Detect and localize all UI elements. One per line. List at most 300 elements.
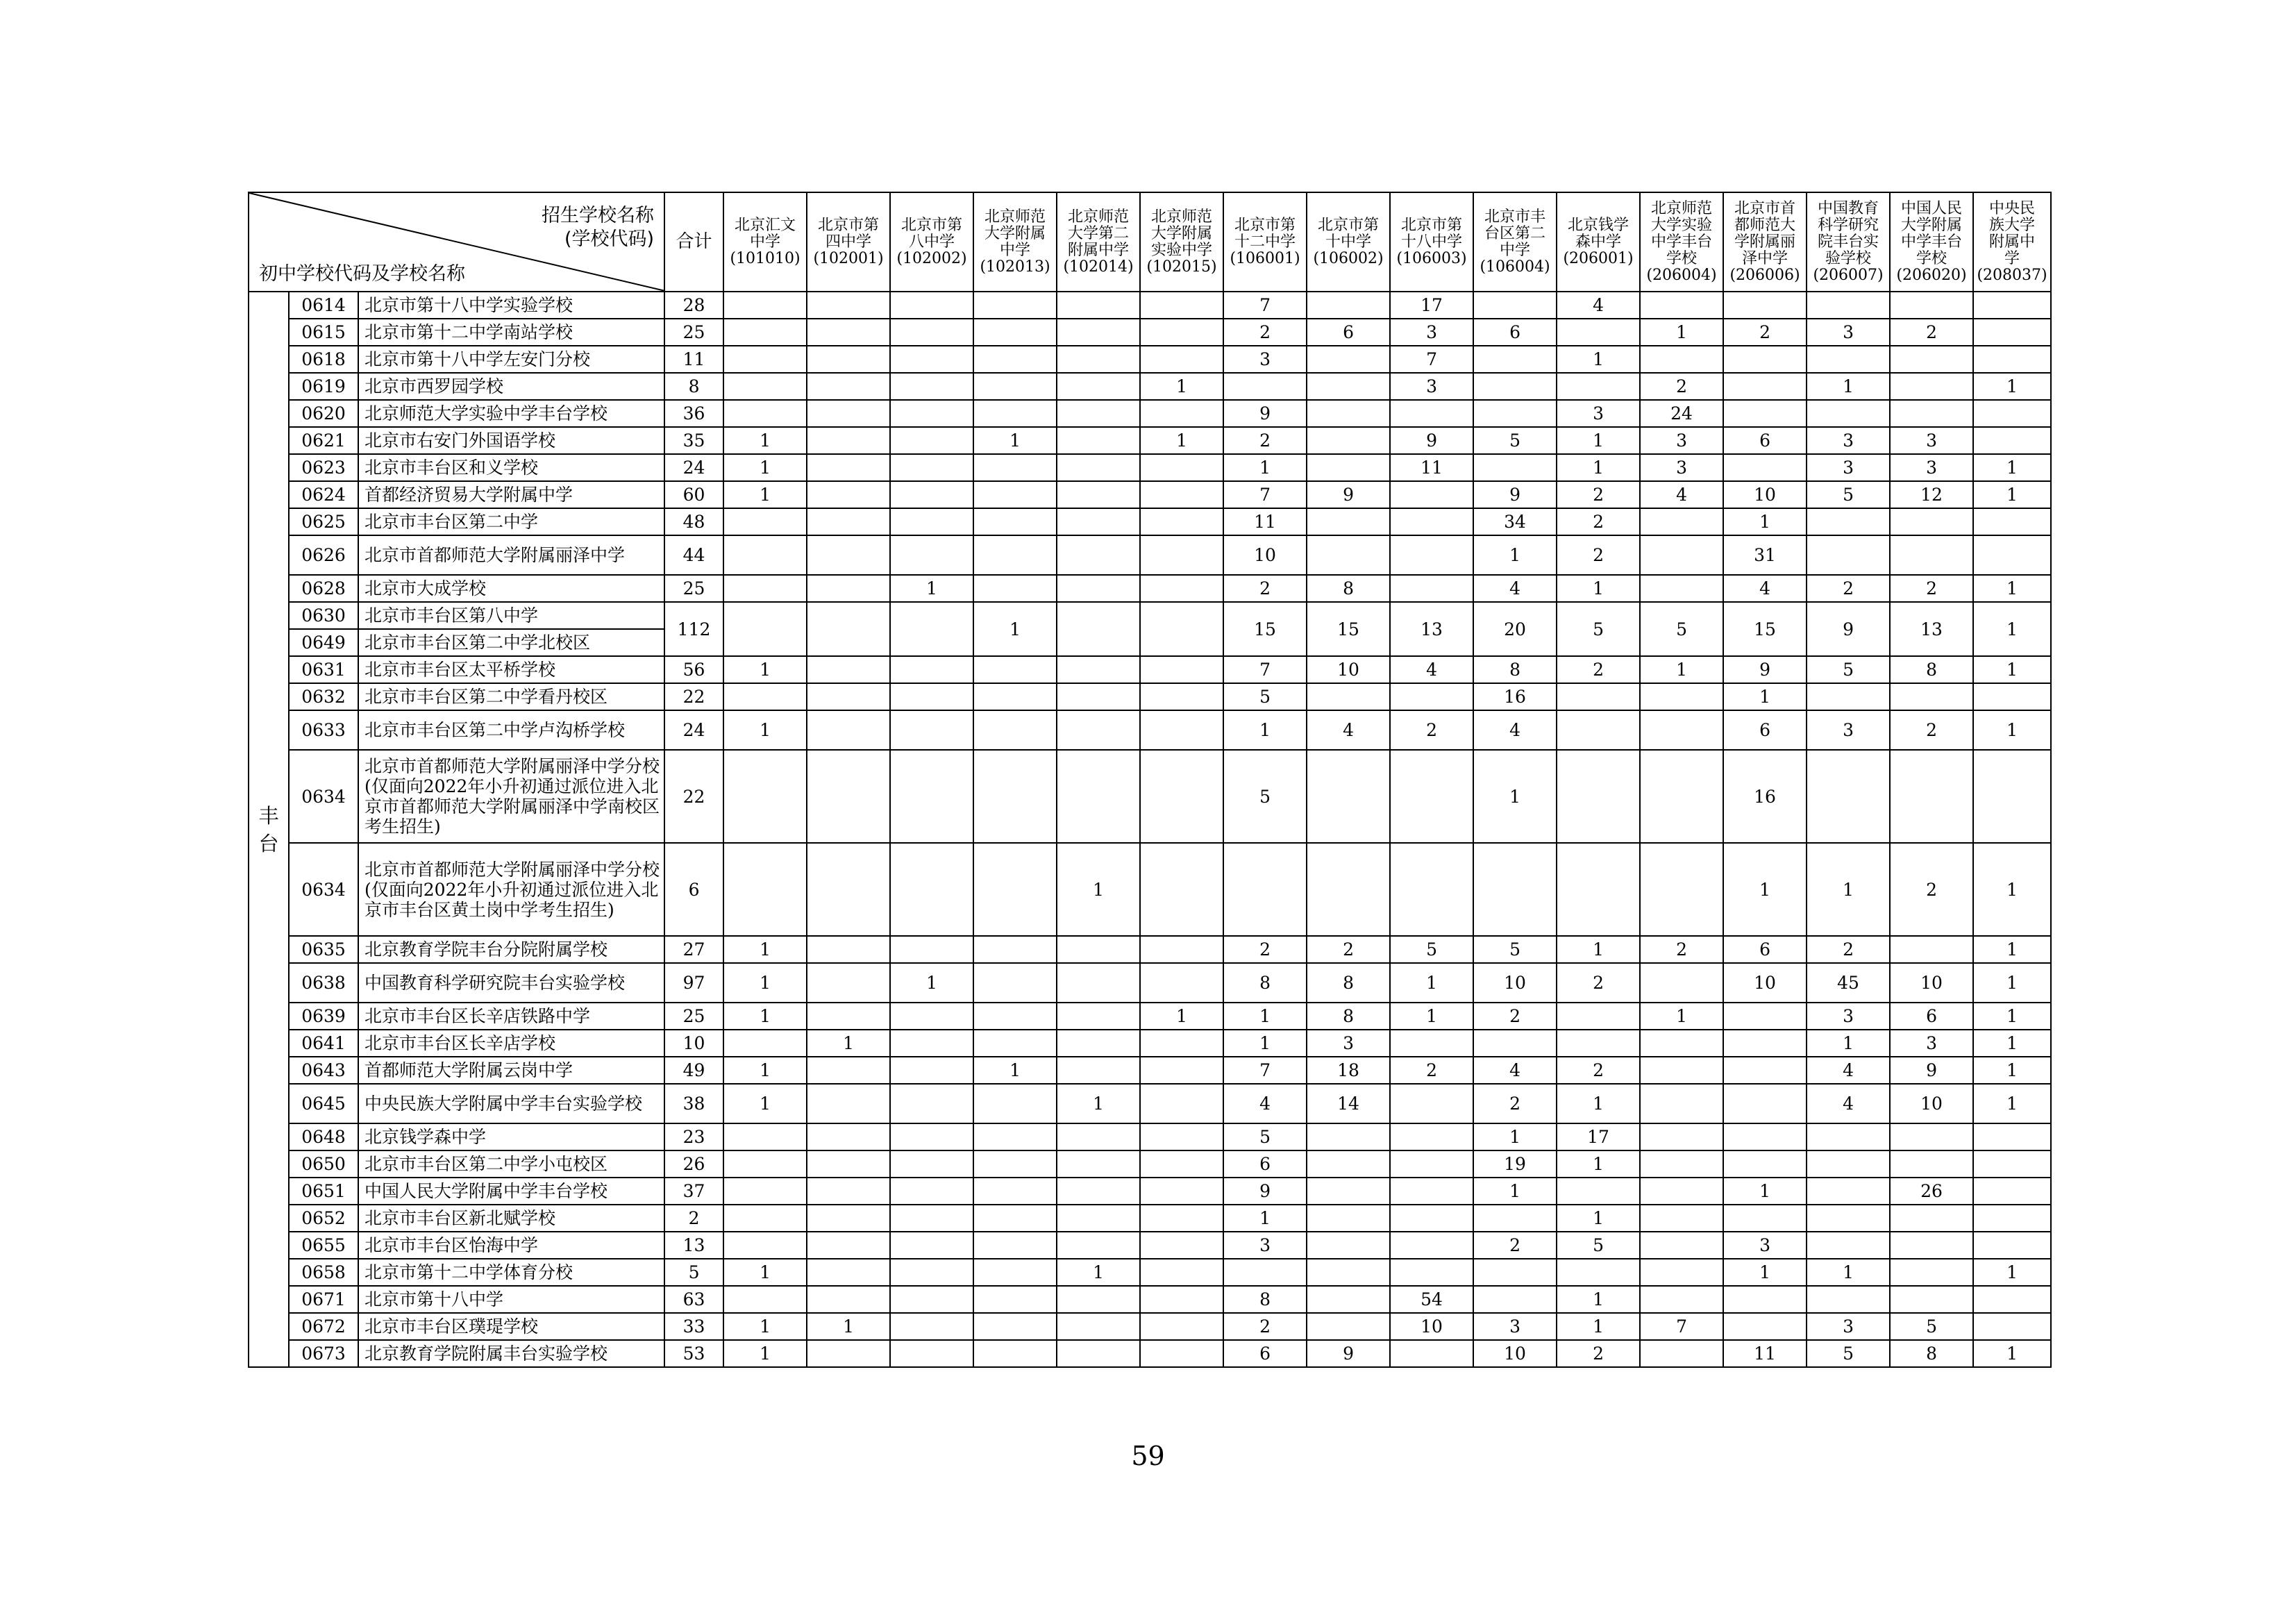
quota-cell <box>807 508 890 535</box>
quota-cell: 1 <box>1807 373 1890 400</box>
quota-cell <box>1140 1340 1223 1367</box>
quota-cell <box>1473 843 1557 936</box>
quota-cell <box>807 1084 890 1123</box>
quota-cell: 3 <box>1390 373 1473 400</box>
quota-cell: 5 <box>1390 936 1473 963</box>
middle-school-code: 0645 <box>289 1084 358 1123</box>
school-code: (106001) <box>1230 249 1300 267</box>
quota-cell: 18 <box>1307 1057 1390 1084</box>
quota-cell <box>807 535 890 575</box>
quota-cell <box>973 575 1057 602</box>
quota-cell <box>1640 575 1723 602</box>
quota-cell: 4 <box>1307 710 1390 750</box>
quota-cell <box>1557 1003 1640 1030</box>
quota-cell <box>890 400 973 427</box>
quota-cell: 1 <box>890 963 973 1003</box>
quota-cell <box>1723 1057 1807 1084</box>
quota-cell: 3 <box>1640 427 1723 454</box>
quota-cell: 4 <box>1223 1084 1307 1123</box>
quota-cell <box>1140 292 1223 319</box>
quota-cell: 8 <box>1223 1286 1307 1313</box>
quota-cell <box>1390 1150 1473 1178</box>
quota-cell: 2 <box>1890 843 1973 936</box>
quota-cell <box>1140 683 1223 710</box>
school-code: (106003) <box>1396 249 1467 267</box>
quota-cell <box>973 454 1057 481</box>
quota-cell <box>890 454 973 481</box>
table-row <box>249 1150 2051 1178</box>
quota-cell: 1 <box>1723 1259 1807 1286</box>
quota-cell <box>1473 1286 1557 1313</box>
quota-cell: 3 <box>1307 1030 1390 1057</box>
row-total: 2 <box>664 1205 723 1232</box>
quota-cell <box>723 575 807 602</box>
table-row <box>249 936 2051 963</box>
middle-school-name: 北京教育学院附属丰台实验学校 <box>358 1340 664 1367</box>
quota-cell <box>1140 1259 1223 1286</box>
quota-cell <box>1973 1205 2051 1232</box>
quota-cell <box>1390 481 1473 508</box>
quota-cell: 3 <box>1807 710 1890 750</box>
quota-cell <box>1807 1205 1890 1232</box>
quota-cell <box>1973 750 2051 843</box>
quota-cell: 4 <box>1557 292 1640 319</box>
quota-cell <box>1307 292 1390 319</box>
quota-cell <box>807 1232 890 1259</box>
quota-cell <box>1557 843 1640 936</box>
quota-cell <box>723 602 807 656</box>
quota-cell <box>1223 373 1307 400</box>
quota-cell <box>1973 683 2051 710</box>
quota-cell: 1 <box>1557 1286 1640 1313</box>
middle-school-name: 中国教育科学研究院丰台实验学校 <box>358 963 664 1003</box>
quota-cell <box>1307 1178 1390 1205</box>
quota-cell <box>1307 1259 1390 1286</box>
middle-school-code: 0630 <box>289 602 358 629</box>
quota-cell <box>1973 1178 2051 1205</box>
quota-cell <box>723 1205 807 1232</box>
quota-cell: 4 <box>1473 1057 1557 1084</box>
quota-cell <box>973 1286 1057 1313</box>
quota-cell: 1 <box>723 963 807 1003</box>
quota-cell: 1 <box>723 1003 807 1030</box>
quota-cell <box>1223 843 1307 936</box>
quota-cell <box>890 1286 973 1313</box>
quota-cell <box>1057 346 1140 373</box>
quota-cell <box>890 373 973 400</box>
middle-school-code: 0631 <box>289 656 358 683</box>
row-total: 97 <box>664 963 723 1003</box>
quota-cell <box>807 575 890 602</box>
enrollment-table-container <box>248 192 2050 1368</box>
quota-cell <box>1307 750 1390 843</box>
quota-cell <box>973 683 1057 710</box>
quota-cell: 2 <box>1473 1232 1557 1259</box>
quota-cell <box>1723 400 1807 427</box>
school-column-header <box>1307 192 1390 292</box>
quota-cell <box>1557 1259 1640 1286</box>
quota-cell: 2 <box>1557 535 1640 575</box>
quota-cell <box>1473 292 1557 319</box>
table-row <box>249 1057 2051 1084</box>
school-name: 中国人民大学附属中学丰台学校 <box>1901 199 1963 267</box>
quota-cell: 9 <box>1223 1178 1307 1205</box>
quota-cell: 17 <box>1390 292 1473 319</box>
quota-cell <box>1057 963 1140 1003</box>
middle-school-code: 0634 <box>289 750 358 843</box>
quota-cell <box>1307 373 1390 400</box>
school-name: 北京师范大学附属实验中学 <box>1151 208 1213 259</box>
quota-cell: 1 <box>973 427 1057 454</box>
middle-school-code: 0633 <box>289 710 358 750</box>
quota-cell: 9 <box>1807 602 1890 656</box>
row-total: 60 <box>664 481 723 508</box>
school-name: 北京师范大学实验中学丰台学校 <box>1651 199 1713 267</box>
quota-cell: 8 <box>1473 656 1557 683</box>
quota-cell <box>1557 319 1640 346</box>
quota-cell: 4 <box>1807 1057 1890 1084</box>
quota-cell <box>807 963 890 1003</box>
quota-cell: 1 <box>1557 346 1640 373</box>
school-name: 中央民族大学附属中学 <box>1989 199 2036 267</box>
middle-school-code: 0643 <box>289 1057 358 1084</box>
quota-cell <box>1140 1084 1223 1123</box>
quota-cell: 6 <box>1723 710 1807 750</box>
quota-cell <box>1057 1057 1140 1084</box>
quota-cell: 2 <box>1223 427 1307 454</box>
quota-cell: 8 <box>1307 575 1390 602</box>
quota-cell: 20 <box>1473 602 1557 656</box>
quota-cell: 1 <box>1140 427 1223 454</box>
school-code: (101010) <box>730 249 801 267</box>
row-total: 24 <box>664 454 723 481</box>
row-total: 25 <box>664 575 723 602</box>
school-column-header <box>1640 192 1723 292</box>
quota-cell <box>1390 1178 1473 1205</box>
quota-cell <box>973 481 1057 508</box>
quota-cell: 16 <box>1473 683 1557 710</box>
quota-cell <box>1640 710 1723 750</box>
quota-cell <box>973 1003 1057 1030</box>
quota-cell <box>1140 750 1223 843</box>
quota-cell <box>1057 454 1140 481</box>
quota-cell <box>1307 1123 1390 1150</box>
quota-cell: 1 <box>1057 1259 1140 1286</box>
school-code: (102015) <box>1146 258 1217 276</box>
quota-cell <box>890 1340 973 1367</box>
quota-cell: 9 <box>1223 400 1307 427</box>
middle-school-code: 0638 <box>289 963 358 1003</box>
quota-cell: 14 <box>1307 1084 1390 1123</box>
school-name: 北京市丰台区第二中学 <box>1484 208 1546 259</box>
quota-cell <box>1723 1205 1807 1232</box>
quota-cell <box>807 936 890 963</box>
quota-cell <box>890 1205 973 1232</box>
quota-cell: 13 <box>1890 602 1973 656</box>
header-corner-cell <box>249 192 664 292</box>
quota-cell <box>723 843 807 936</box>
quota-cell: 9 <box>1473 481 1557 508</box>
quota-cell <box>1057 1340 1140 1367</box>
quota-cell <box>973 963 1057 1003</box>
middle-school-code: 0639 <box>289 1003 358 1030</box>
row-total: 27 <box>664 936 723 963</box>
school-code: (206004) <box>1646 266 1717 284</box>
quota-cell <box>973 1232 1057 1259</box>
middle-school-code: 0628 <box>289 575 358 602</box>
quota-cell <box>1307 683 1390 710</box>
quota-cell <box>1640 1084 1723 1123</box>
quota-cell: 2 <box>1557 508 1640 535</box>
quota-cell: 10 <box>1473 963 1557 1003</box>
quota-cell: 1 <box>1973 454 2051 481</box>
quota-cell <box>1057 1003 1140 1030</box>
table-row <box>249 1286 2051 1313</box>
school-name: 北京师范大学第二附属中学 <box>1068 208 1130 259</box>
quota-cell <box>1140 319 1223 346</box>
quota-cell <box>807 1205 890 1232</box>
quota-cell <box>1890 373 1973 400</box>
recruiting-school-label: 招生学校名称 <box>542 205 655 226</box>
row-total: 56 <box>664 656 723 683</box>
school-name: 北京市第十八中学 <box>1401 216 1463 251</box>
quota-cell <box>1640 1150 1723 1178</box>
quota-cell <box>973 400 1057 427</box>
quota-cell <box>1640 1030 1723 1057</box>
table-row <box>249 427 2051 454</box>
quota-cell <box>1807 683 1890 710</box>
quota-cell: 8 <box>1223 963 1307 1003</box>
quota-cell: 2 <box>1223 1313 1307 1340</box>
middle-school-code: 0615 <box>289 319 358 346</box>
quota-cell <box>973 1313 1057 1340</box>
quota-cell <box>1057 683 1140 710</box>
quota-cell <box>973 936 1057 963</box>
quota-cell: 1 <box>1640 656 1723 683</box>
quota-cell: 1 <box>1140 373 1223 400</box>
quota-cell <box>1973 535 2051 575</box>
quota-cell <box>1057 575 1140 602</box>
school-column-header <box>973 192 1057 292</box>
quota-cell: 1 <box>1557 427 1640 454</box>
quota-cell <box>1473 1205 1557 1232</box>
quota-cell: 1 <box>1640 1003 1723 1030</box>
quota-cell <box>1973 427 2051 454</box>
quota-cell: 3 <box>1807 454 1890 481</box>
quota-cell <box>1973 1313 2051 1340</box>
table-row <box>249 750 2051 843</box>
table-row <box>249 710 2051 750</box>
quota-cell <box>1723 1286 1807 1313</box>
table-row <box>249 656 2051 683</box>
quota-cell: 1 <box>1223 710 1307 750</box>
middle-school-name: 北京市第十八中学实验学校 <box>358 292 664 319</box>
quota-cell <box>1390 508 1473 535</box>
quota-cell <box>973 535 1057 575</box>
quota-cell: 1 <box>1557 454 1640 481</box>
quota-cell: 1 <box>1557 1084 1640 1123</box>
quota-cell <box>1890 1232 1973 1259</box>
table-row <box>249 963 2051 1003</box>
school-name: 北京市第十中学 <box>1318 216 1380 251</box>
quota-cell <box>1723 1084 1807 1123</box>
quota-cell <box>973 373 1057 400</box>
middle-school-name: 北京市丰台区长辛店铁路中学 <box>358 1003 664 1030</box>
quota-cell: 2 <box>1557 1340 1640 1367</box>
middle-school-name: 北京市首都师范大学附属丽泽中学分校(仅面向2022年小升初通过派位进入北京市丰台区黄土岗中学考生招生) <box>358 843 664 936</box>
quota-cell <box>1057 1205 1140 1232</box>
quota-cell <box>1473 346 1557 373</box>
quota-cell <box>890 683 973 710</box>
quota-cell: 11 <box>1223 508 1307 535</box>
quota-cell <box>1473 454 1557 481</box>
quota-cell <box>807 683 890 710</box>
table-row <box>249 319 2051 346</box>
quota-cell <box>1140 346 1223 373</box>
row-total: 38 <box>664 1084 723 1123</box>
middle-school-name: 北京市丰台区太平桥学校 <box>358 656 664 683</box>
quota-cell <box>1807 750 1890 843</box>
quota-cell <box>890 843 973 936</box>
quota-cell <box>1140 508 1223 535</box>
quota-cell: 8 <box>1890 656 1973 683</box>
quota-cell <box>1140 1232 1223 1259</box>
quota-cell <box>1973 508 2051 535</box>
middle-school-code: 0650 <box>289 1150 358 1178</box>
quota-cell <box>807 481 890 508</box>
middle-school-name: 北京市丰台区怡海中学 <box>358 1232 664 1259</box>
quota-cell <box>1973 1232 2051 1259</box>
quota-cell <box>973 710 1057 750</box>
quota-cell <box>723 292 807 319</box>
quota-cell <box>890 346 973 373</box>
quota-cell: 2 <box>1307 936 1390 963</box>
quota-cell <box>807 292 890 319</box>
quota-cell <box>1140 481 1223 508</box>
school-column-header <box>723 192 807 292</box>
quota-cell <box>1057 535 1140 575</box>
quota-cell: 24 <box>1640 400 1723 427</box>
quota-cell: 1 <box>1723 843 1807 936</box>
quota-cell: 1 <box>1557 575 1640 602</box>
middle-school-name: 北京市第十二中学南站学校 <box>358 319 664 346</box>
table-row <box>249 683 2051 710</box>
quota-cell <box>1807 1178 1890 1205</box>
quota-cell: 2 <box>1473 1084 1557 1123</box>
row-total: 33 <box>664 1313 723 1340</box>
quota-cell: 9 <box>1307 481 1390 508</box>
quota-cell <box>890 427 973 454</box>
quota-cell <box>1057 936 1140 963</box>
middle-school-code: 0618 <box>289 346 358 373</box>
quota-cell <box>890 1150 973 1178</box>
middle-school-code: 0620 <box>289 400 358 427</box>
quota-cell <box>1473 1030 1557 1057</box>
quota-cell: 1 <box>1973 1340 2051 1367</box>
quota-cell: 15 <box>1723 602 1807 656</box>
quota-cell <box>1640 1232 1723 1259</box>
middle-school-code: 0658 <box>289 1259 358 1286</box>
quota-cell <box>1390 1205 1473 1232</box>
middle-school-code: 0651 <box>289 1178 358 1205</box>
quota-cell <box>1390 1259 1473 1286</box>
school-column-header <box>1140 192 1223 292</box>
middle-school-code: 0671 <box>289 1286 358 1313</box>
quota-cell: 1 <box>1807 1259 1890 1286</box>
quota-cell <box>723 319 807 346</box>
quota-cell: 3 <box>1223 1232 1307 1259</box>
quota-cell: 3 <box>1640 454 1723 481</box>
quota-cell: 10 <box>1307 656 1390 683</box>
quota-cell: 3 <box>1807 427 1890 454</box>
quota-cell: 5 <box>1473 427 1557 454</box>
quota-cell: 1 <box>1723 508 1807 535</box>
quota-cell <box>890 1259 973 1286</box>
quota-cell: 4 <box>1807 1084 1890 1123</box>
table-row <box>249 1003 2051 1030</box>
quota-cell: 10 <box>1890 963 1973 1003</box>
quota-cell: 15 <box>1307 602 1390 656</box>
middle-school-name: 北京市丰台区璞瑅学校 <box>358 1313 664 1340</box>
quota-cell: 5 <box>1807 656 1890 683</box>
quota-cell <box>1890 1150 1973 1178</box>
quota-cell: 5 <box>1473 936 1557 963</box>
row-total: 48 <box>664 508 723 535</box>
quota-cell <box>1057 602 1140 656</box>
school-name: 北京钱学森中学 <box>1568 216 1629 251</box>
quota-cell <box>973 292 1057 319</box>
quota-cell: 1 <box>807 1313 890 1340</box>
middle-school-name: 北京市首都师范大学附属丽泽中学分校(仅面向2022年小升初通过派位进入北京市首都师范大学附属丽泽中学南校区考生招生) <box>358 750 664 843</box>
quota-cell: 1 <box>1473 1178 1557 1205</box>
quota-cell: 1 <box>1557 936 1640 963</box>
quota-cell: 1 <box>1223 1003 1307 1030</box>
quota-cell: 6 <box>1890 1003 1973 1030</box>
quota-cell <box>1390 750 1473 843</box>
quota-cell <box>807 454 890 481</box>
table-row <box>249 1030 2051 1057</box>
quota-cell <box>1890 508 1973 535</box>
school-code: (102001) <box>813 249 884 267</box>
school-column-header <box>1807 192 1890 292</box>
table-row <box>249 292 2051 319</box>
middle-school-code: 0614 <box>289 292 358 319</box>
table-row <box>249 843 2051 936</box>
quota-cell <box>1140 1286 1223 1313</box>
quota-cell: 1 <box>1723 683 1807 710</box>
quota-cell <box>1307 535 1390 575</box>
table-body <box>249 292 2051 1367</box>
quota-cell <box>1640 1259 1723 1286</box>
quota-cell: 11 <box>1390 454 1473 481</box>
table-row <box>249 481 2051 508</box>
quota-cell <box>1973 346 2051 373</box>
quota-cell <box>1140 535 1223 575</box>
quota-cell <box>1473 400 1557 427</box>
quota-cell <box>1140 1205 1223 1232</box>
quota-cell: 5 <box>1640 602 1723 656</box>
quota-cell <box>1640 535 1723 575</box>
middle-school-code: 0648 <box>289 1123 358 1150</box>
quota-cell <box>890 1084 973 1123</box>
quota-cell <box>1640 1123 1723 1150</box>
school-name: 北京师范大学附属中学 <box>984 208 1046 259</box>
middle-school-code: 0624 <box>289 481 358 508</box>
quota-cell <box>1140 656 1223 683</box>
quota-cell: 1 <box>890 575 973 602</box>
quota-cell: 2 <box>1640 936 1723 963</box>
quota-cell <box>1890 1259 1973 1286</box>
